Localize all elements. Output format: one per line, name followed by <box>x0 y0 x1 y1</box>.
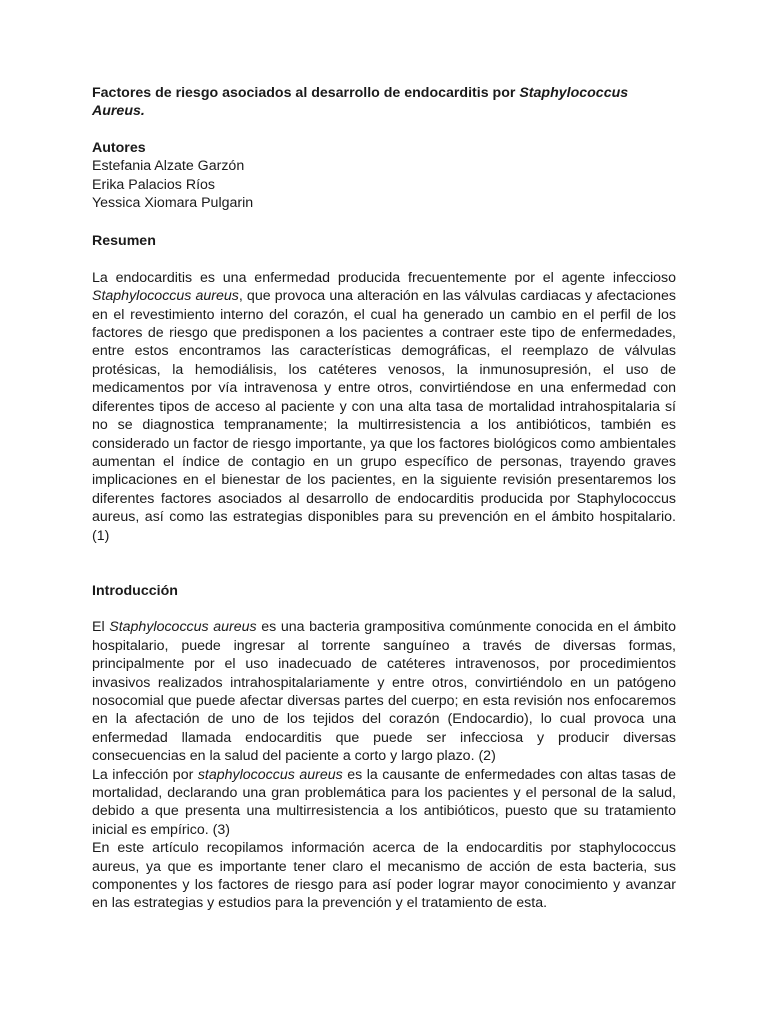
author-name: Erika Palacios Ríos <box>92 176 216 193</box>
title-text: Factores de riesgo asociados al desarrollo de endocarditis por <box>92 85 520 101</box>
author-name: Yessica Xiomara Pulgarin <box>92 195 254 212</box>
resumen-italic: Staphylococcus aureus <box>92 288 239 305</box>
resumen-paragraph <box>92 269 676 545</box>
resumen-body: , que provoca una alteración en las válvulas cardiacas y afectaciones en el revestimiento interno del corazón, el cual ha generado un cambio en el perfil de los factores de riesgo que predisponen a los pacientes a contraer este tipo de enfermedades, entre estos encontramos las características demográficas, el reemplazo de válvulas protésicas, la hemodiálisis, los catéteres venosos, la inmunosupresión, el uso de medicamentos por vía intravenosa y entre otros, convirtiéndose en una enfermedad con diferentes tipos de acceso al paciente y con una alta tasa de mortalidad intrahospitalaria sí no se diagnostica tempranamente; la multirresistencia a los antibióticos, también es considerado un factor de riesgo importante, ya que los factores biológicos como ambientales aumentan el índice de contagio en un grupo específico de personas, trayendo graves implicaciones en el bienestar de los pacientes, en la siguiente revisión presentaremos los diferentes factores asociados al desarrollo de endocarditis producida por Staphylococcus aureus, así como las estrategias disponibles para su prevención en el ámbito hospitalario. (1) <box>92 288 676 544</box>
authors-list <box>92 157 676 212</box>
document-title <box>92 84 676 121</box>
intro-p2-italic: staphylococcus aureus <box>197 766 343 783</box>
intro-p2-body: es la causante de enfermedades con altas tasas de mortalidad, declarando una gran problemática para los pacientes y el personal de la salud, debido a que presenta una multirresistencia a los antibióticos, puesto que su tratamiento inicial es empírico. (3) <box>92 766 676 838</box>
authors-heading: Autores <box>92 139 146 156</box>
intro-p2-lead: La infección por <box>92 766 198 783</box>
intro-p1-italic: Staphylococcus aureus <box>109 619 257 636</box>
author-name: Estefania Alzate Garzón <box>92 158 245 175</box>
document-page <box>92 84 676 913</box>
introduccion-paragraph-2 <box>92 766 676 840</box>
title-italic: Staphylococcus Aureus. <box>92 85 629 120</box>
introduccion-paragraph-3: En este artículo recopilamos información acerca de la endocarditis por staphylococcus aureus, ya que es importante tener claro el mecanismo de acción de esta bacteria, sus componentes y los factores de riesgo para así poder lograr mayor conocimiento y avanzar en las estrategias y estudios para la prevención y el tratamiento de esta. <box>92 840 676 912</box>
resumen-heading: Resumen <box>92 233 156 250</box>
resumen-lead: La endocarditis es una enfermedad producida frecuentemente por el agente infeccioso <box>92 269 676 286</box>
introduccion-heading: Introducción <box>92 582 178 599</box>
intro-p1-body: es una bacteria grampositiva comúnmente conocida en el ámbito hospitalario, puede ingresar al torrente sanguíneo a través de diversas formas, principalmente por el uso inadecuado de catéteres intravenosos, por procedimientos invasivos realizados intrahospitalariamente y entre otros, convirtiéndolo en un patógeno nosocomial que puede afectar diversas partes del cuerpo; en esta revisión nos enfocaremos en la afectación de uno de los tejidos del corazón (Endocardio), lo cual provoca una enfermedad llamada endocarditis que puede ser infecciosa y producir diversas consecuencias en la salud del paciente a corto y largo plazo. (2) <box>92 619 676 765</box>
introduccion-paragraph-1 <box>92 618 676 765</box>
intro-p1-lead: El <box>92 619 110 636</box>
